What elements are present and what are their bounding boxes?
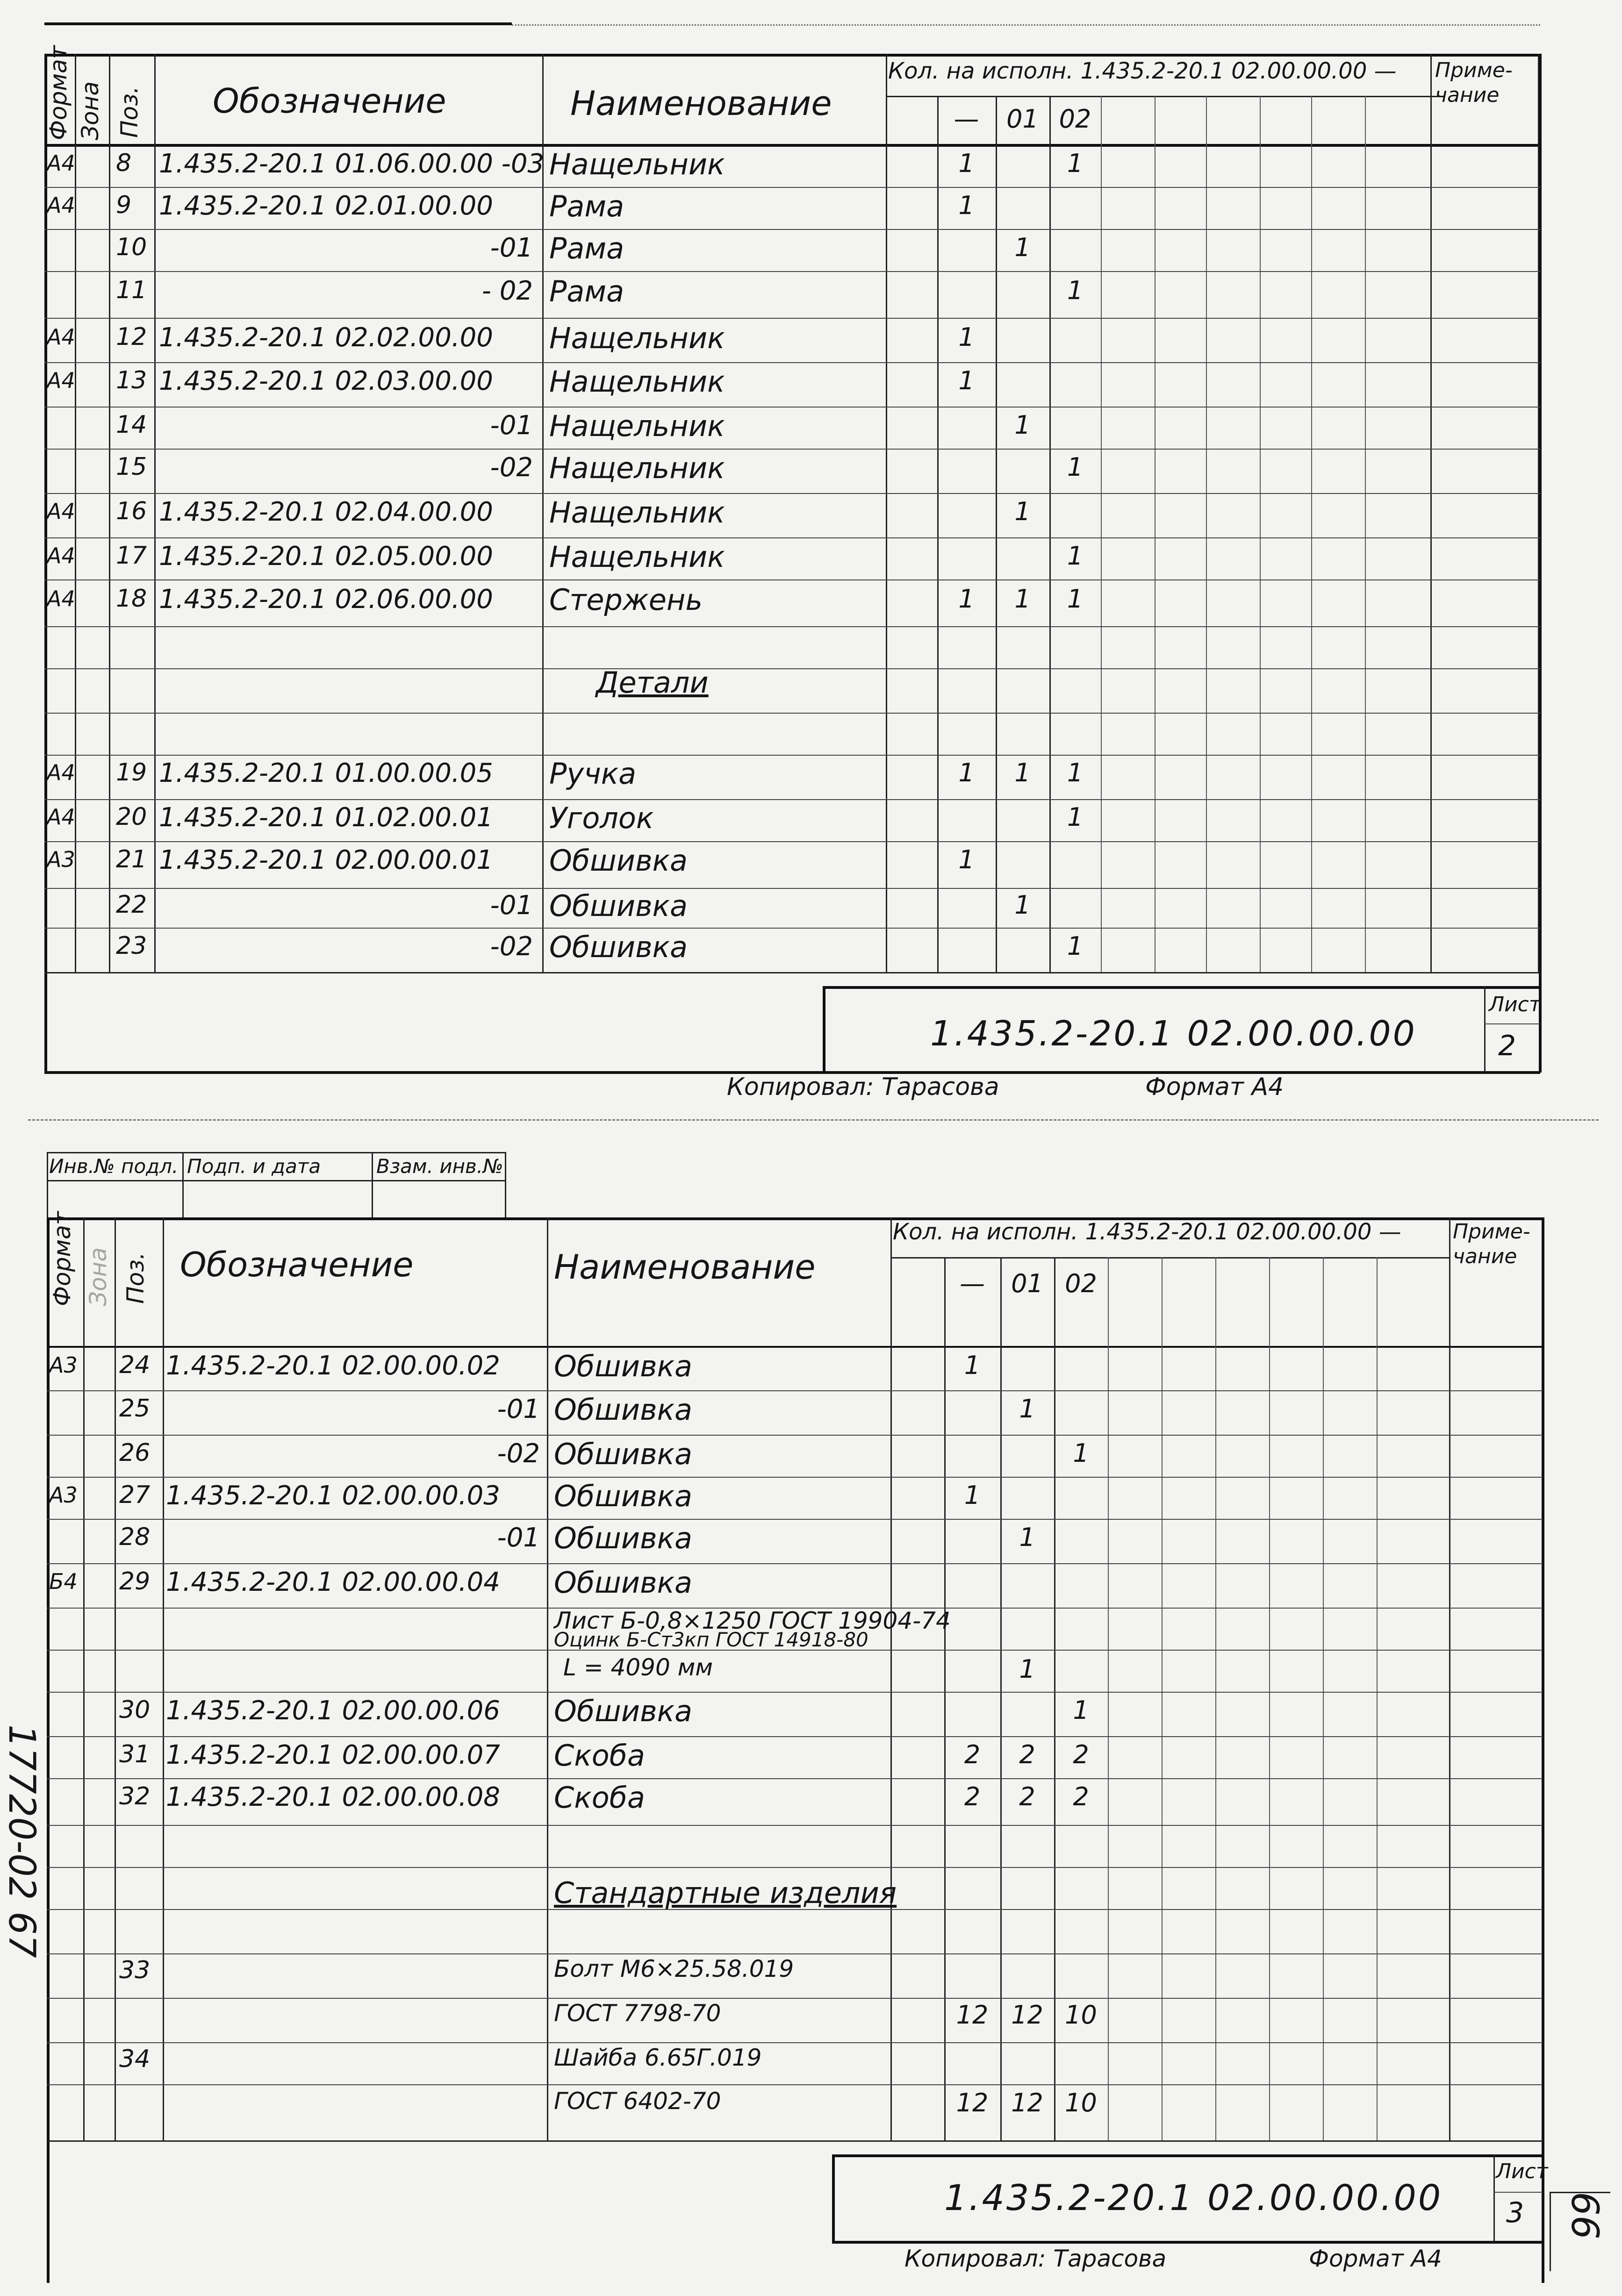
row-designation-suffix: -02 [490,452,533,483]
header-name: Наименование [570,84,832,123]
header-pos: Поз. [116,86,143,138]
row-position: 11 [116,276,147,304]
section-heading: Детали [596,665,709,700]
row-name: Лист Б-0,8×1250 ГОСТ 19904-74 [554,1607,951,1634]
row-qty-01: 1 [1014,233,1031,262]
row-position: 18 [116,585,147,613]
row-qty-base: 12 [956,2088,989,2117]
row-format: А4 [47,543,75,568]
row-name: Обшивка [554,1393,693,1427]
row-qty-02: 1 [1073,1695,1089,1725]
row-name: Нащельник [549,409,725,443]
row-position: 24 [119,1351,151,1379]
row-qty-01: 12 [1011,2000,1043,2030]
footer-copied: Копировал: Тарасова [727,1073,999,1101]
row-qty-01: 1 [1019,1394,1035,1423]
row-name: Обшивка [554,1479,693,1513]
row-qty-base: 1 [958,191,975,220]
row-position: 27 [119,1481,151,1509]
row-name: ГОСТ 7798-70 [554,2000,721,2027]
footer-copied-2: Копировал: Тарасова [904,2245,1167,2272]
title-block-code: 1.435.2-20.1 02.00.00.00 [930,1014,1417,1054]
row-name: Скоба [554,1738,645,1773]
row-qty-02: 1 [1067,276,1084,305]
row-qty-01: 1 [1014,497,1031,526]
row-qty-02: 2 [1073,1740,1089,1769]
row-name: Нащельник [549,365,725,399]
row-position: 26 [119,1439,151,1467]
row-qty-01: 1 [1014,584,1031,614]
row-qty-02: 1 [1067,149,1084,178]
row-qty-base: 2 [964,1740,981,1769]
row-name: Нащельник [549,451,725,485]
row-position: 10 [116,233,147,261]
header-exec-base: — [954,104,979,134]
row-name: ГОСТ 6402-70 [554,2088,721,2115]
header-note: Приме- чание [1435,58,1513,107]
row-position: 21 [116,845,147,873]
row-designation: 1.435.2-20.1 02.00.00.07 [166,1740,500,1770]
header-exec-01-2: 01 [1011,1269,1043,1298]
row-name: Ручка [549,757,637,791]
row-name: Обшивка [549,844,688,878]
header-designation: Обозначение [213,81,446,121]
row-qty-base: 1 [958,758,975,787]
row-position: 23 [116,932,147,960]
row-position: 28 [119,1523,151,1551]
header-exec-01: 01 [1006,104,1039,134]
row-designation-suffix: -01 [490,233,533,263]
header-note-2: Приме- чание [1453,1220,1530,1268]
stamp-sign: Подп. и дата [187,1155,321,1178]
header-zone: Зона [77,81,104,140]
row-qty-02: 1 [1067,802,1084,832]
row-qty-base: 12 [956,2000,989,2030]
row-designation: 1.435.2-20.1 02.00.00.08 [166,1782,500,1812]
row-qty-02: 1 [1067,541,1084,571]
row-qty-01: 12 [1011,2088,1043,2117]
row-qty-01: 2 [1019,1782,1035,1811]
row-format: А3 [49,1352,78,1378]
row-format: Б4 [49,1569,78,1594]
row-name-secondary: Оцинк Б-Ст3кп ГОСТ 14918-80 [554,1628,868,1651]
row-position: 9 [116,191,132,219]
section-heading: Стандартные изделия [554,1876,897,1910]
row-position: 15 [116,453,147,481]
row-format: А3 [47,847,75,872]
row-name: Стержень [549,583,703,617]
row-qty-01: 1 [1014,758,1031,787]
row-position: 34 [119,2045,151,2073]
row-name: Шайба 6.65Г.019 [554,2044,762,2071]
row-name: Рама [549,189,624,223]
row-name: Обшивка [554,1566,693,1600]
row-position: 33 [119,1956,151,1984]
row-name: Обшивка [554,1694,693,1728]
row-position: 17 [116,542,147,570]
header-qty-2: Кол. на исполн. 1.435.2-20.1 02.00.00.00 — [893,1219,1401,1245]
row-qty-01: 1 [1019,1523,1035,1552]
row-position: 8 [116,149,132,177]
row-position: 30 [119,1696,151,1724]
row-designation-suffix: -01 [497,1394,540,1424]
row-qty-02: 1 [1073,1438,1089,1468]
header-format: Формат [45,45,72,140]
row-position: 13 [116,366,147,394]
row-designation-suffix: -02 [490,931,533,962]
row-position: 22 [116,891,147,919]
header-exec-base-2: — [960,1269,985,1298]
row-name: Обшивка [554,1521,693,1555]
title-block-sheet-label: Лист [1489,993,1541,1016]
row-name: Нащельник [549,147,725,181]
row-format: А4 [47,804,75,830]
row-name: Обшивка [554,1349,693,1383]
row-qty-02: 10 [1065,2088,1097,2117]
row-qty-02: 1 [1067,758,1084,787]
header-format-2: Формат [49,1211,76,1306]
row-position: 12 [116,323,147,351]
row-designation: 1.435.2-20.1 02.01.00.00 [159,191,493,221]
header-qty: Кол. на исполн. 1.435.2-20.1 02.00.00.00 — [888,58,1397,84]
header-zone-2: Зона [85,1247,112,1306]
row-qty-02: 1 [1067,931,1084,961]
row-format: А3 [49,1482,78,1508]
row-designation-suffix: -01 [490,410,533,441]
row-name: L = 4090 мм [563,1654,713,1681]
footer-format: Формат А4 [1145,1073,1284,1101]
sheet-divider [28,1119,1599,1121]
row-designation: 1.435.2-20.1 02.00.00.01 [159,845,493,875]
row-designation-suffix: - 02 [481,276,533,306]
title-block-sheet-number-2: 3 [1506,2196,1524,2229]
stamp-inv: Инв.№ подл. [49,1155,179,1178]
row-designation: 1.435.2-20.1 01.06.00.00 -03 [159,149,545,179]
row-qty-base: 2 [964,1782,981,1811]
row-qty-02: 1 [1067,584,1084,614]
title-block-code-2: 1.435.2-20.1 02.00.00.00 [944,2177,1443,2218]
row-format: А4 [47,368,75,393]
row-qty-base: 1 [958,845,975,874]
row-qty-base: 1 [958,584,975,614]
row-format: А4 [47,324,75,350]
page-number: 66 [1563,2192,1607,2239]
row-format: А4 [47,499,75,524]
row-format: А4 [47,760,75,785]
row-name: Нащельник [549,495,725,529]
row-qty-base: 1 [958,322,975,352]
header-name-2: Наименование [554,1247,816,1287]
row-name: Болт М6×25.58.019 [554,1955,794,1982]
row-designation: 1.435.2-20.1 02.00.00.04 [166,1567,500,1597]
row-position: 25 [119,1395,151,1423]
row-qty-01: 2 [1019,1740,1035,1769]
stamp-vzam: Взам. инв.№ [376,1155,503,1178]
row-designation: 1.435.2-20.1 02.03.00.00 [159,366,493,396]
row-qty-base: 1 [964,1351,981,1380]
row-qty-01: 1 [1014,410,1031,440]
row-format: А4 [47,586,75,611]
footer-format-2: Формат А4 [1309,2245,1442,2272]
row-qty-02: 2 [1073,1782,1089,1811]
row-format: А4 [47,150,75,176]
margin-number: 17720-02 67 [0,1724,43,1958]
title-block-sheet-label-2: Лист [1496,2160,1548,2183]
row-designation: 1.435.2-20.1 02.00.00.02 [166,1351,500,1381]
row-qty-02: 1 [1067,452,1084,482]
row-position: 19 [116,758,147,787]
row-designation-suffix: -01 [497,1523,540,1553]
row-name: Нащельник [549,540,725,574]
row-designation-suffix: -01 [490,890,533,921]
row-name: Уголок [549,801,654,835]
row-position: 16 [116,497,147,525]
row-qty-base: 1 [958,149,975,178]
row-designation: 1.435.2-20.1 01.00.00.05 [159,758,493,788]
row-designation-suffix: -02 [497,1438,540,1469]
row-qty-base: 1 [964,1481,981,1510]
row-qty-01: 1 [1014,890,1031,920]
row-qty-01: 1 [1019,1654,1035,1684]
row-designation: 1.435.2-20.1 02.00.00.03 [166,1481,500,1511]
row-position: 31 [119,1740,151,1768]
row-designation: 1.435.2-20.1 02.00.00.06 [166,1695,500,1726]
row-format: А4 [47,193,75,218]
row-designation: 1.435.2-20.1 01.02.00.01 [159,802,493,833]
row-qty-02: 10 [1065,2000,1097,2030]
row-position: 20 [116,803,147,831]
title-block-sheet-number: 2 [1498,1030,1516,1062]
row-designation: 1.435.2-20.1 02.02.00.00 [159,322,493,353]
row-position: 32 [119,1782,151,1810]
row-name: Нащельник [549,321,725,355]
header-designation-2: Обозначение [180,1245,414,1284]
row-position: 14 [116,411,147,439]
row-name: Обшивка [549,930,688,964]
row-name: Скоба [554,1781,645,1815]
row-position: 29 [119,1567,151,1595]
row-qty-base: 1 [958,366,975,395]
row-designation: 1.435.2-20.1 02.04.00.00 [159,497,493,527]
row-designation: 1.435.2-20.1 02.06.00.00 [159,584,493,615]
row-name: Рама [549,231,624,265]
header-pos-2: Поз. [122,1252,149,1304]
row-name: Рама [549,274,624,308]
header-exec-02-2: 02 [1065,1269,1097,1298]
row-name: Обшивка [554,1437,693,1471]
row-designation: 1.435.2-20.1 02.05.00.00 [159,541,493,572]
header-exec-02: 02 [1059,104,1091,134]
row-name: Обшивка [549,889,688,923]
